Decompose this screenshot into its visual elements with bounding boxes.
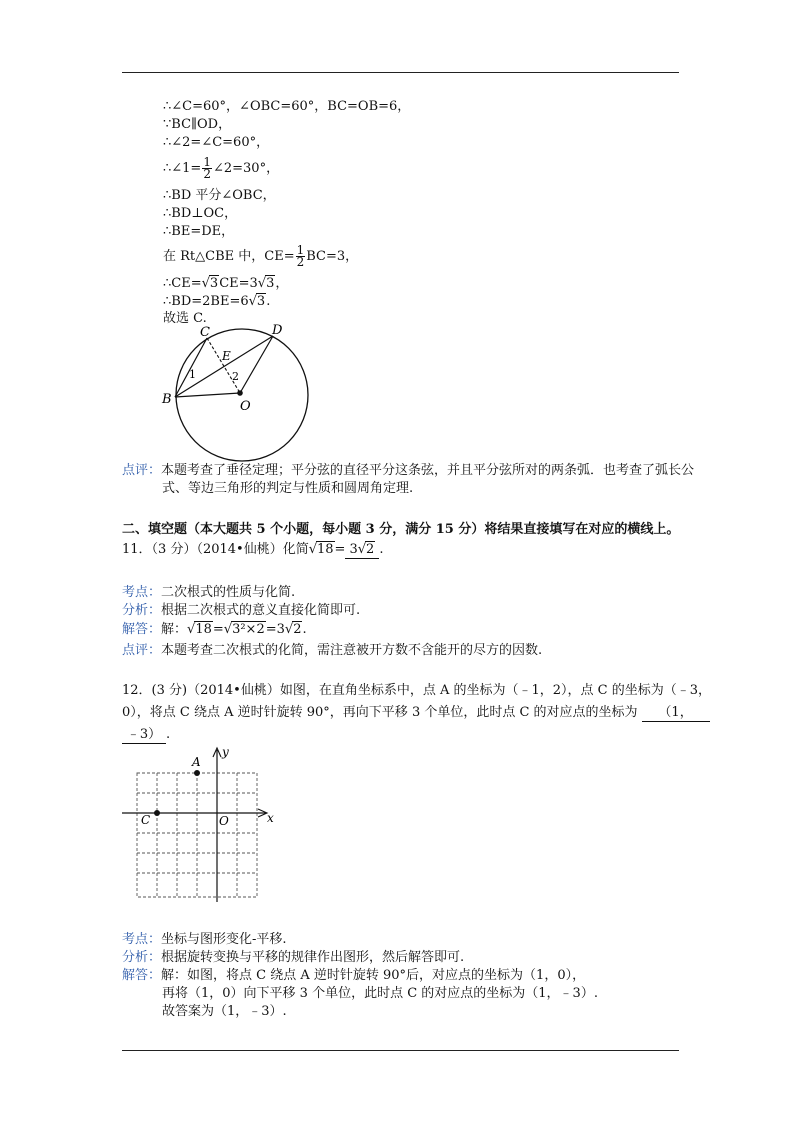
- solution-line-8: 在 Rt△CBE 中，CE= $\frac{1}{2}$ BC=3，: [163, 243, 359, 269]
- question-12-line-1: 12．(3 分)（2014•仙桃）如图，在直角坐标系中，点 A 的坐标为（﹣1，2），点 C 的坐标为（﹣3，: [122, 683, 712, 698]
- label-e: E: [222, 349, 231, 363]
- solution-line-2: ∵BC∥OD，: [163, 117, 232, 132]
- label-o: O: [219, 814, 229, 828]
- radius-od: [240, 336, 273, 393]
- top-rule: [122, 72, 679, 73]
- dashed-co: [207, 338, 240, 393]
- label-o: O: [240, 399, 251, 414]
- answer-blank: （1，: [642, 705, 710, 722]
- solution-line-11: 故选 C.: [163, 311, 207, 326]
- question-12-line-3: ﹣3） .: [122, 727, 170, 744]
- fraction-half: $\frac{1}{2}$: [296, 243, 305, 269]
- solution-line-4: ∴∠1= $\frac{1}{2}$ ∠2=30°，: [163, 155, 280, 181]
- solution-line-1: ∴∠C=60°，∠OBC=60°，BC=OB=6，: [163, 99, 411, 114]
- center-point: [237, 390, 243, 396]
- circle: [176, 329, 308, 461]
- label-a: A: [192, 755, 201, 769]
- q11-dianping: 点评：本题考查二次根式的化简，需注意被开方数不含能开的尽方的因数.: [122, 643, 543, 658]
- radius-bo: [175, 393, 240, 397]
- question-12-line-2: 0），将点 C 绕点 A 逆时针旋转 90°，再向下平移 3 个单位，此时点 C 的对应点的坐标为 （1，: [122, 705, 710, 722]
- q11-kaodian: 考点：二次根式的性质与化简.: [122, 585, 296, 600]
- solution-line-3: ∴∠2=∠C=60°，: [163, 135, 270, 150]
- grid-lines: [137, 773, 257, 897]
- chord-bd: [175, 336, 273, 397]
- section-heading: 二、填空题（本大题共 5 个小题，每小题 3 分，满分 15 分）将结果直接填写在对应的横线上。: [122, 522, 680, 537]
- label-c: C: [200, 325, 210, 340]
- answer-blank-cont: ﹣3）: [122, 727, 166, 744]
- q12-jieda-3: 故答案为（1，﹣3）.: [162, 1004, 287, 1019]
- question-11: 11．（3 分）（2014•仙桃）化简√18= 3√2 .: [122, 542, 384, 557]
- label-angle-1: 1: [189, 368, 196, 381]
- comment-row-1: 点评：本题考查了垂径定理；平分弦的直径平分这条弦，并且平分弦所对的两条弧．也考查了弧长公: [122, 463, 695, 478]
- label-x: x: [267, 811, 274, 825]
- fraction-half: $\frac{1}{2}$: [203, 155, 211, 181]
- circle-diagram: [160, 320, 320, 465]
- solution-line-7: ∴BE=DE，: [163, 224, 235, 239]
- comment-row-2: 式、等边三角形的判定与性质和圆周角定理.: [162, 481, 414, 496]
- q12-jieda-1: 解答：解：如图，将点 C 绕点 A 逆时针旋转 90°后，对应点的坐标为（1，0），: [122, 968, 586, 983]
- q11-fenxi: 分析：根据二次根式的意义直接化简即可.: [122, 603, 361, 618]
- label-b: B: [162, 392, 172, 407]
- solution-line-9: ∴CE=√3CE=3√3，: [163, 276, 289, 291]
- label-y: y: [222, 745, 229, 759]
- label-c: C: [141, 813, 151, 827]
- point-c: [154, 810, 160, 816]
- q12-jieda-2: 再将（1，0）向下平移 3 个单位，此时点 C 的对应点的坐标为（1，﹣3）.: [162, 986, 598, 1001]
- bottom-rule: [122, 1050, 679, 1051]
- answer-blank: 3√2: [345, 541, 379, 559]
- solution-line-5: ∴BD 平分∠OBC，: [163, 188, 276, 203]
- label-angle-2: 2: [232, 370, 239, 383]
- solution-line-6: ∴BD⊥OC，: [163, 206, 238, 221]
- q12-kaodian: 考点：坐标与图形变化-平移.: [122, 932, 287, 947]
- solution-line-10: ∴BD=2BE=6√3.: [163, 294, 271, 309]
- label-d: D: [272, 323, 283, 338]
- coordinate-grid: [118, 742, 283, 902]
- comment-label: 点评：: [122, 463, 162, 478]
- q12-fenxi: 分析：根据旋转变换与平移的规律作出图形，然后解答即可.: [122, 950, 465, 965]
- point-a: [194, 770, 200, 776]
- q11-jieda: 解答：解：√18=√3²×2=3√2.: [122, 622, 307, 637]
